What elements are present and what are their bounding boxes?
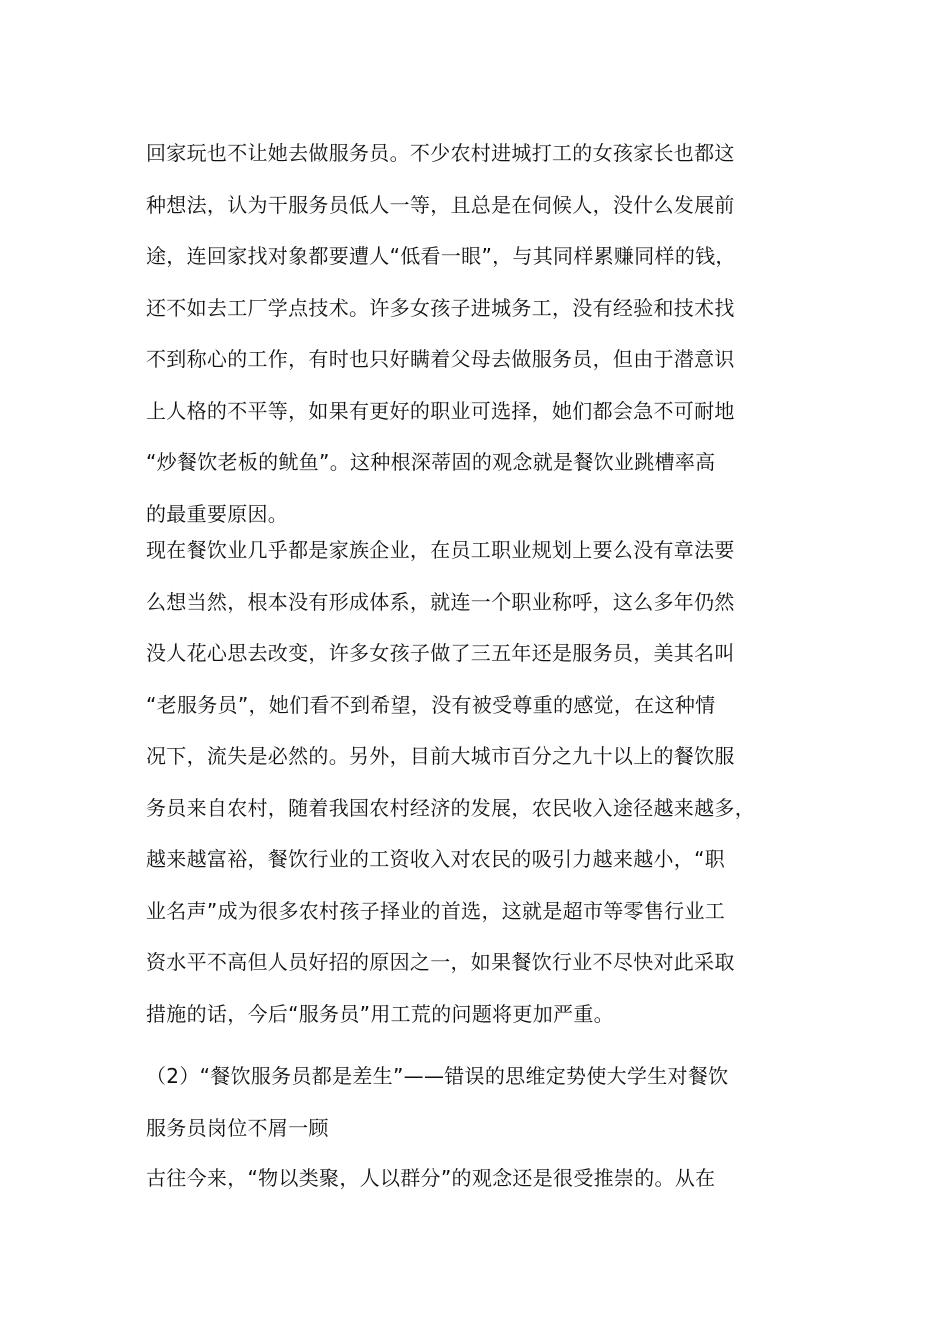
paragraph-1 <box>146 128 826 540</box>
text-line: 资水平不高但人员好招的原因之一，如果餐饮行业不尽快对此采取 <box>146 950 735 974</box>
text-line: 还不如去工厂学点技术。许多女孩子进城务工，没有经验和技术找 <box>146 295 735 320</box>
text-line: 途，连回家找对象都要遭人“低看一眼”，与其同样累赚同样的钱， <box>146 244 736 268</box>
text-line: 回家玩也不让她去做服务员。不少农村进城打工的女孩家长也都这 <box>146 141 735 165</box>
text-line: 业名声”成为很多农村孩子择业的首选，这就是超市等零售行业工 <box>146 898 726 923</box>
text-line: 的最重要原因。 <box>146 501 289 526</box>
text-line: 况下，流失是必然的。另外，目前大城市百分之九十以上的餐饮服 <box>146 744 735 768</box>
text-line: 不到称心的工作，有时也只好瞒着父母去做服务员，但由于潜意识 <box>146 347 735 371</box>
text-line: “炒餐饮老板的鱿鱼”。这种根深蒂固的观念就是餐饮业跳槽率高 <box>146 450 716 474</box>
text-line: “老服务员”，她们看不到希望，没有被受尊重的感觉，在这种情 <box>146 692 716 717</box>
paragraph-2 <box>146 525 826 1040</box>
text-line: 服务员岗位不屑一顾 <box>146 1116 329 1140</box>
text-line: 现在餐饮业几乎都是家族企业，在员工职业规划上要么没有章法要 <box>146 538 735 562</box>
text-line: （2）“餐饮服务员都是差生”——错误的思维定势使大学生对餐饮 <box>146 1064 729 1088</box>
section-heading <box>146 1050 826 1154</box>
text-line: 没人花心思去改变，许多女孩子做了三五年还是服务员，美其名叫 <box>146 641 735 665</box>
paragraph-3 <box>146 1152 826 1204</box>
text-line: 越来越富裕，餐饮行业的工资收入对农民的吸引力越来越小，“职 <box>146 847 726 871</box>
text-line: 古往今来，“物以类聚，人以群分”的观念还是很受推崇的。从在 <box>146 1166 716 1190</box>
text-line: 种想法，认为干服务员低人一等，且总是在伺候人，没什么发展前 <box>146 192 735 217</box>
text-line: 上人格的不平等，如果有更好的职业可选择，她们都会急不可耐地 <box>146 398 735 423</box>
text-line: 么想当然，根本没有形成体系，就连一个职业称呼，这么多年仍然 <box>146 589 735 614</box>
text-line: 措施的话，今后“服务员”用工荒的问题将更加严重。 <box>146 1001 614 1026</box>
text-line: 务员来自农村，随着我国农村经济的发展，农民收入途径越来越多， <box>146 795 755 820</box>
